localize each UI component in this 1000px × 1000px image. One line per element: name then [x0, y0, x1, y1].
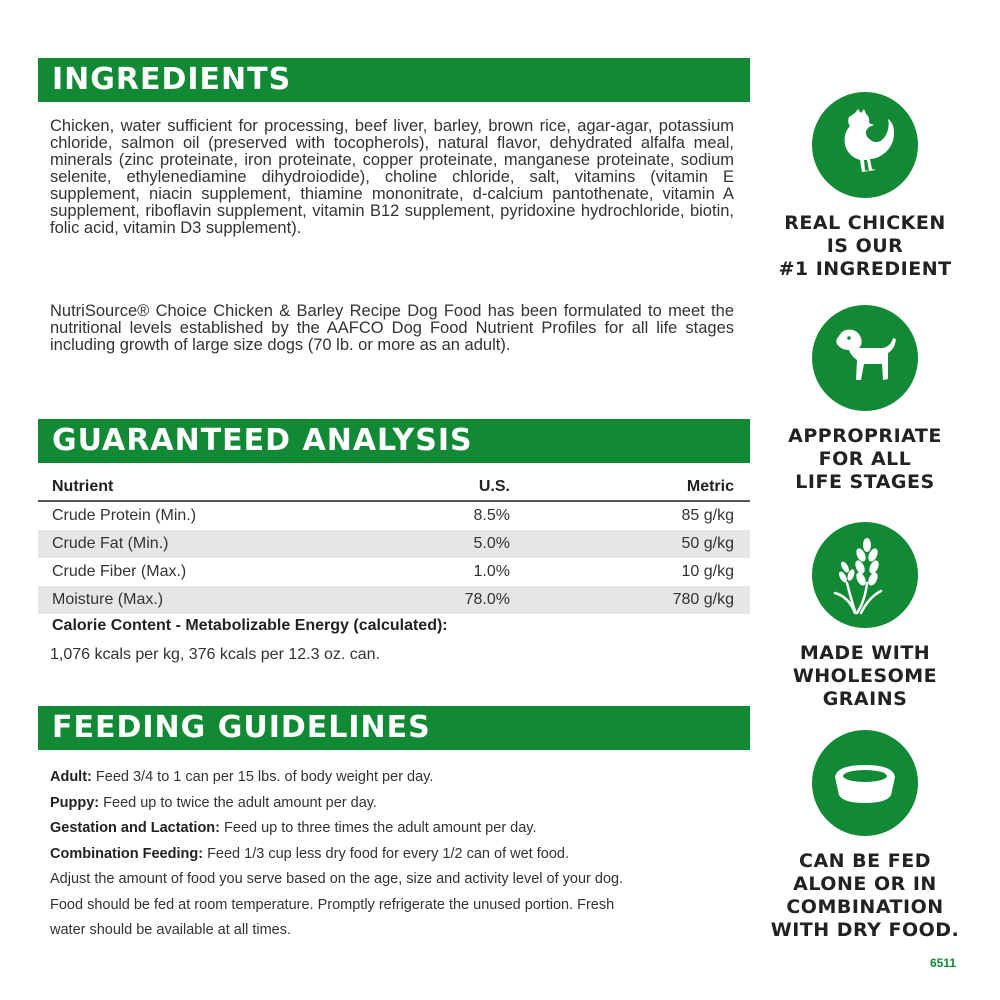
nutrient-us: 5.0%	[473, 535, 510, 552]
badge-line: ALONE OR IN	[793, 873, 937, 895]
feeding-text: Feed up to twice the adult amount per day.	[99, 794, 377, 811]
table-row	[38, 502, 750, 530]
badge-caption	[760, 642, 970, 711]
ingredients-list: Chicken, water sufficient for processing, beef liver, barley, brown rice, agar-agar, potassium chloride, salmon oil (preserved with tocopherols), natural flavor, dehydrated alfalfa meal, minerals (zinc proteinate, iron proteinate, copper proteinate, manganese proteinate, sodium selenite, ethylenediamine dihydroiodide), choline chloride, salt, vitamins (vitamin E supplement, niacin supplement, thiamine mononitrate, d-calcium pantothenate, vitamin A supplement, riboflavin supplement, vitamin B12 supplement, pyridoxine hydrochloride, biotin, folic acid, vitamin D3 supplement).	[50, 117, 734, 237]
badge-line: IS OUR	[826, 235, 904, 257]
puppy-icon	[812, 305, 918, 411]
feeding-item-combination	[50, 842, 750, 868]
badge-line: WHOLESOME	[792, 665, 938, 687]
badge-line: WITH DRY FOOD.	[770, 919, 960, 941]
header-us: U.S.	[478, 478, 510, 495]
header-metric: Metric	[686, 478, 734, 495]
grain-icon	[812, 522, 918, 628]
analysis-table	[38, 474, 750, 614]
nutrient-us: 8.5%	[473, 507, 510, 524]
aafco-statement: NutriSource® Choice Chicken & Barley Recipe Dog Food has been formulated to meet the nutritional levels established by the AAFCO Dog Food Nutrient Profiles for all life stages including growth of large size dogs (70 lb. or more as an adult).	[50, 302, 734, 354]
analysis-header: GUARANTEED ANALYSIS	[38, 419, 750, 463]
badge-combination	[760, 730, 970, 942]
feeding-label: Puppy:	[50, 794, 100, 811]
feeding-note: Food should be fed at room temperature. Promptly refrigerate the unused portion. Fresh	[50, 896, 615, 913]
table-row	[38, 586, 750, 614]
feeding-text: Feed 1/3 cup less dry food for every 1/2 can of wet food.	[203, 845, 569, 862]
badge-line: CAN BE FED	[799, 850, 931, 872]
badge-life-stages	[760, 305, 970, 494]
nutrient-name: Moisture (Max.)	[52, 591, 164, 608]
badge-line: FOR ALL	[818, 448, 912, 470]
table-row	[38, 558, 750, 586]
nutrient-metric: 780 g/kg	[672, 591, 734, 608]
calorie-title: Calorie Content - Metabolizable Energy (calculated):	[52, 617, 448, 634]
chicken-icon	[812, 92, 918, 198]
feeding-guidelines	[50, 765, 750, 944]
badge-line: LIFE STAGES	[795, 471, 935, 493]
feeding-item-gestation	[50, 816, 750, 842]
nutrient-us: 1.0%	[473, 563, 510, 580]
header-nutrient: Nutrient	[52, 478, 114, 495]
product-code: 6511	[929, 956, 956, 970]
feeding-label: Gestation and Lactation:	[50, 820, 220, 836]
ingredients-header: INGREDIENTS	[38, 58, 750, 102]
feeding-text: Feed 3/4 to 1 can per 15 lbs. of body weight per day.	[91, 769, 434, 785]
calorie-text: 1,076 kcals per kg, 376 kcals per 12.3 oz. can.	[50, 646, 380, 663]
badge-real-chicken	[760, 92, 970, 281]
nutrient-metric: 85 g/kg	[681, 507, 734, 524]
feeding-note: water should be available at all times.	[50, 922, 291, 938]
badge-line: COMBINATION	[786, 896, 944, 918]
badge-line: #1 INGREDIENT	[778, 258, 952, 280]
feeding-header: FEEDING GUIDELINES	[38, 706, 750, 750]
nutrient-metric: 50 g/kg	[681, 535, 734, 552]
badge-line: MADE WITH	[799, 642, 931, 664]
nutrient-us: 78.0%	[464, 591, 510, 608]
feeding-label: Combination Feeding:	[50, 845, 204, 862]
feeding-note: Adjust the amount of food you serve based on the age, size and activity level of your dog.	[50, 871, 624, 887]
nutrient-metric: 10 g/kg	[681, 563, 734, 580]
nutrient-name: Crude Fat (Min.)	[52, 535, 169, 552]
table-row	[38, 530, 750, 558]
table-header-row	[38, 474, 750, 502]
badge-line: REAL CHICKEN	[784, 212, 946, 234]
nutrient-name: Crude Protein (Min.)	[52, 507, 197, 524]
badge-caption	[760, 212, 970, 281]
feeding-text: Feed up to three times the adult amount per day.	[220, 820, 537, 836]
feeding-item-adult	[50, 765, 750, 791]
badge-wholesome-grains	[760, 522, 970, 711]
feeding-item-puppy	[50, 791, 750, 817]
badge-caption	[760, 850, 970, 942]
badge-caption	[760, 425, 970, 494]
badge-line: APPROPRIATE	[788, 425, 942, 447]
badge-line: GRAINS	[822, 688, 908, 710]
bowl-icon	[812, 730, 918, 836]
feeding-label: Adult:	[50, 769, 92, 785]
nutrient-name: Crude Fiber (Max.)	[52, 563, 187, 580]
